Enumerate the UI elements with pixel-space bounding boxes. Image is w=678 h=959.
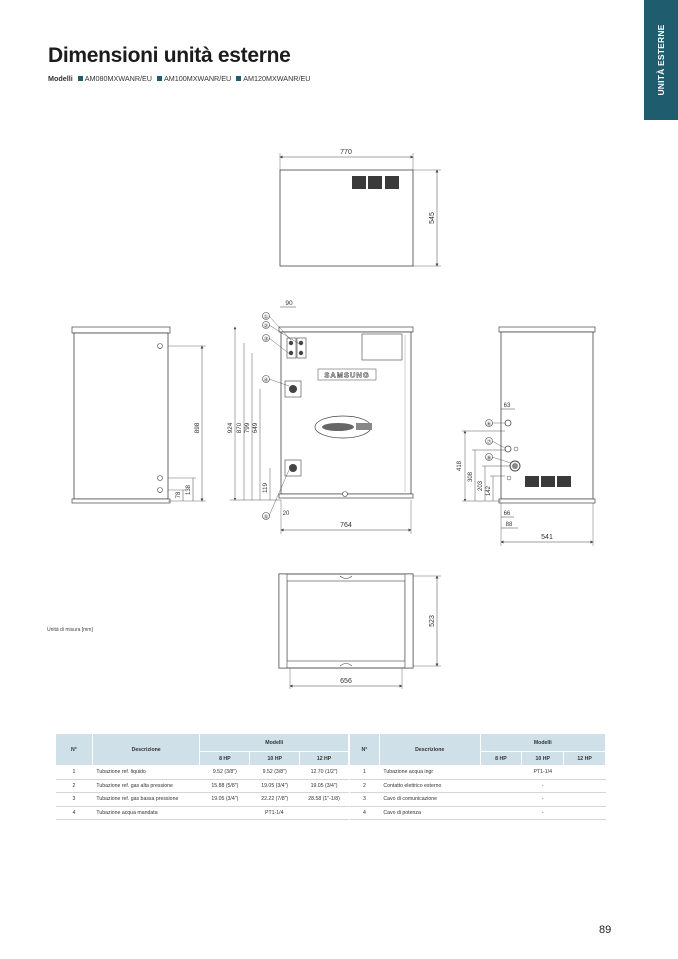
- table-row: [350, 806, 606, 820]
- models-label: Modelli: [48, 74, 73, 83]
- table-row: [56, 766, 349, 780]
- front-dim-20: 20: [282, 511, 290, 517]
- right-height-418: 418: [457, 460, 463, 472]
- table-row: [350, 766, 606, 780]
- top-width-label: 770: [340, 149, 352, 156]
- right-height-308: 308: [468, 471, 474, 483]
- cell-no: 3: [350, 793, 380, 807]
- table-row: [350, 793, 606, 807]
- col-header-12hp: 12 HP: [300, 752, 349, 766]
- marker-3: ③: [263, 336, 269, 343]
- marker-4: ④: [263, 377, 269, 384]
- front-view-drawing: [227, 300, 413, 534]
- col-header-12hp: 12 HP: [564, 752, 606, 766]
- cell-desc: Contatto elettrico esterno: [379, 779, 480, 793]
- cell-value: 12.70 (1/2"): [300, 766, 349, 780]
- cell-desc: Tubazione acqua mandata: [92, 806, 200, 820]
- left-dim-78: 78: [176, 491, 182, 499]
- cell-desc: Tubazione acqua ingr: [379, 766, 480, 780]
- cell-value: 28.58 (1"-1/8): [300, 793, 349, 807]
- right-view-drawing: [457, 327, 595, 546]
- right-offset-label: 63: [503, 403, 511, 409]
- cell-value: 15.88 (5/8"): [200, 779, 250, 793]
- cell-value: 19.05 (3/4"): [250, 779, 300, 793]
- cell-desc: Tubazione ref. gas alta pressione: [92, 779, 200, 793]
- front-height-119: 119: [262, 482, 269, 494]
- front-height-924: 924: [227, 422, 234, 434]
- cell-value: PT1-1/4: [200, 806, 349, 820]
- spec-table-left: [55, 733, 349, 820]
- col-header-models: Modelli: [480, 734, 605, 752]
- model-item: AM080MXWANR/EU: [84, 74, 152, 83]
- cell-value: 22.22 (7/8"): [250, 793, 300, 807]
- table-row: [56, 793, 349, 807]
- right-height-142: 142: [486, 485, 492, 497]
- marker-7: ⑦: [486, 439, 492, 446]
- marker-6: ⑥: [486, 421, 492, 428]
- right-width-label: 541: [541, 534, 553, 541]
- marker-1: ①: [263, 314, 269, 321]
- cell-desc: Cavo di potenza: [379, 806, 480, 820]
- left-height-label: 898: [194, 422, 201, 434]
- marker-5: ⑤: [263, 514, 269, 521]
- top-depth-label: 545: [429, 212, 436, 224]
- col-header-10hp: 10 HP: [250, 752, 300, 766]
- cell-no: 4: [56, 806, 93, 820]
- front-height-799: 799: [244, 422, 251, 434]
- cell-no: 3: [56, 793, 93, 807]
- right-dim-88: 88: [505, 522, 513, 528]
- col-header-desc: Descrizione: [379, 734, 480, 766]
- cell-value: -: [480, 779, 605, 793]
- front-height-870: 870: [236, 422, 243, 434]
- right-height-203: 203: [478, 480, 484, 492]
- page-number: 89: [599, 924, 612, 936]
- cell-desc: Tubazione ref. gas bassa pressione: [92, 793, 200, 807]
- col-header-desc: Descrizione: [92, 734, 200, 766]
- table-row: [56, 806, 349, 820]
- col-header-10hp: 10 HP: [522, 752, 564, 766]
- cell-no: 1: [56, 766, 93, 780]
- cell-value: 19.05 (3/4"): [200, 793, 250, 807]
- cell-no: 4: [350, 806, 380, 820]
- front-width-label: 764: [340, 522, 352, 529]
- col-header-models: Modelli: [200, 734, 349, 752]
- left-dim-138: 138: [186, 484, 192, 496]
- bottom-depth-label: 523: [429, 615, 436, 627]
- front-height-649: 649: [252, 422, 259, 434]
- col-header-8hp: 8 HP: [200, 752, 250, 766]
- section-side-tab-label: UNITÀ ESTERNE: [656, 24, 666, 96]
- cell-no: 2: [350, 779, 380, 793]
- cell-value: -: [480, 793, 605, 807]
- cell-value: 9.52 (3/8"): [200, 766, 250, 780]
- col-header-no: N°: [350, 734, 380, 766]
- cell-no: 1: [350, 766, 380, 780]
- cell-value: PT1-1/4: [480, 766, 605, 780]
- table-row: [56, 779, 349, 793]
- marker-2: ②: [263, 323, 269, 330]
- left-view-drawing: [72, 327, 206, 503]
- cell-value: 19.05 (3/4"): [300, 779, 349, 793]
- page-title: Dimensioni unità esterne: [48, 44, 291, 67]
- front-offset-label: 90: [285, 300, 293, 307]
- bottom-width-label: 656: [340, 678, 352, 685]
- bottom-view-drawing: [279, 574, 441, 689]
- model-item: AM120MXWANR/EU: [243, 74, 311, 83]
- marker-8: ⑧: [486, 455, 492, 462]
- cell-desc: Tubazione ref. liquido: [92, 766, 200, 780]
- unit-note: Unità di misura [mm]: [47, 627, 93, 633]
- cell-no: 2: [56, 779, 93, 793]
- col-header-8hp: 8 HP: [480, 752, 522, 766]
- top-view-drawing: [280, 149, 441, 266]
- cell-value: -: [480, 806, 605, 820]
- right-dim-66: 66: [503, 511, 511, 517]
- cell-desc: Cavo di comunicazione: [379, 793, 480, 807]
- col-header-no: N°: [56, 734, 93, 766]
- cell-value: 9.52 (3/8"): [250, 766, 300, 780]
- model-item: AM100MXWANR/EU: [164, 74, 232, 83]
- spec-table-right: [349, 733, 606, 820]
- brand-logo-text: SAMSUNG: [324, 370, 370, 380]
- table-row: [350, 779, 606, 793]
